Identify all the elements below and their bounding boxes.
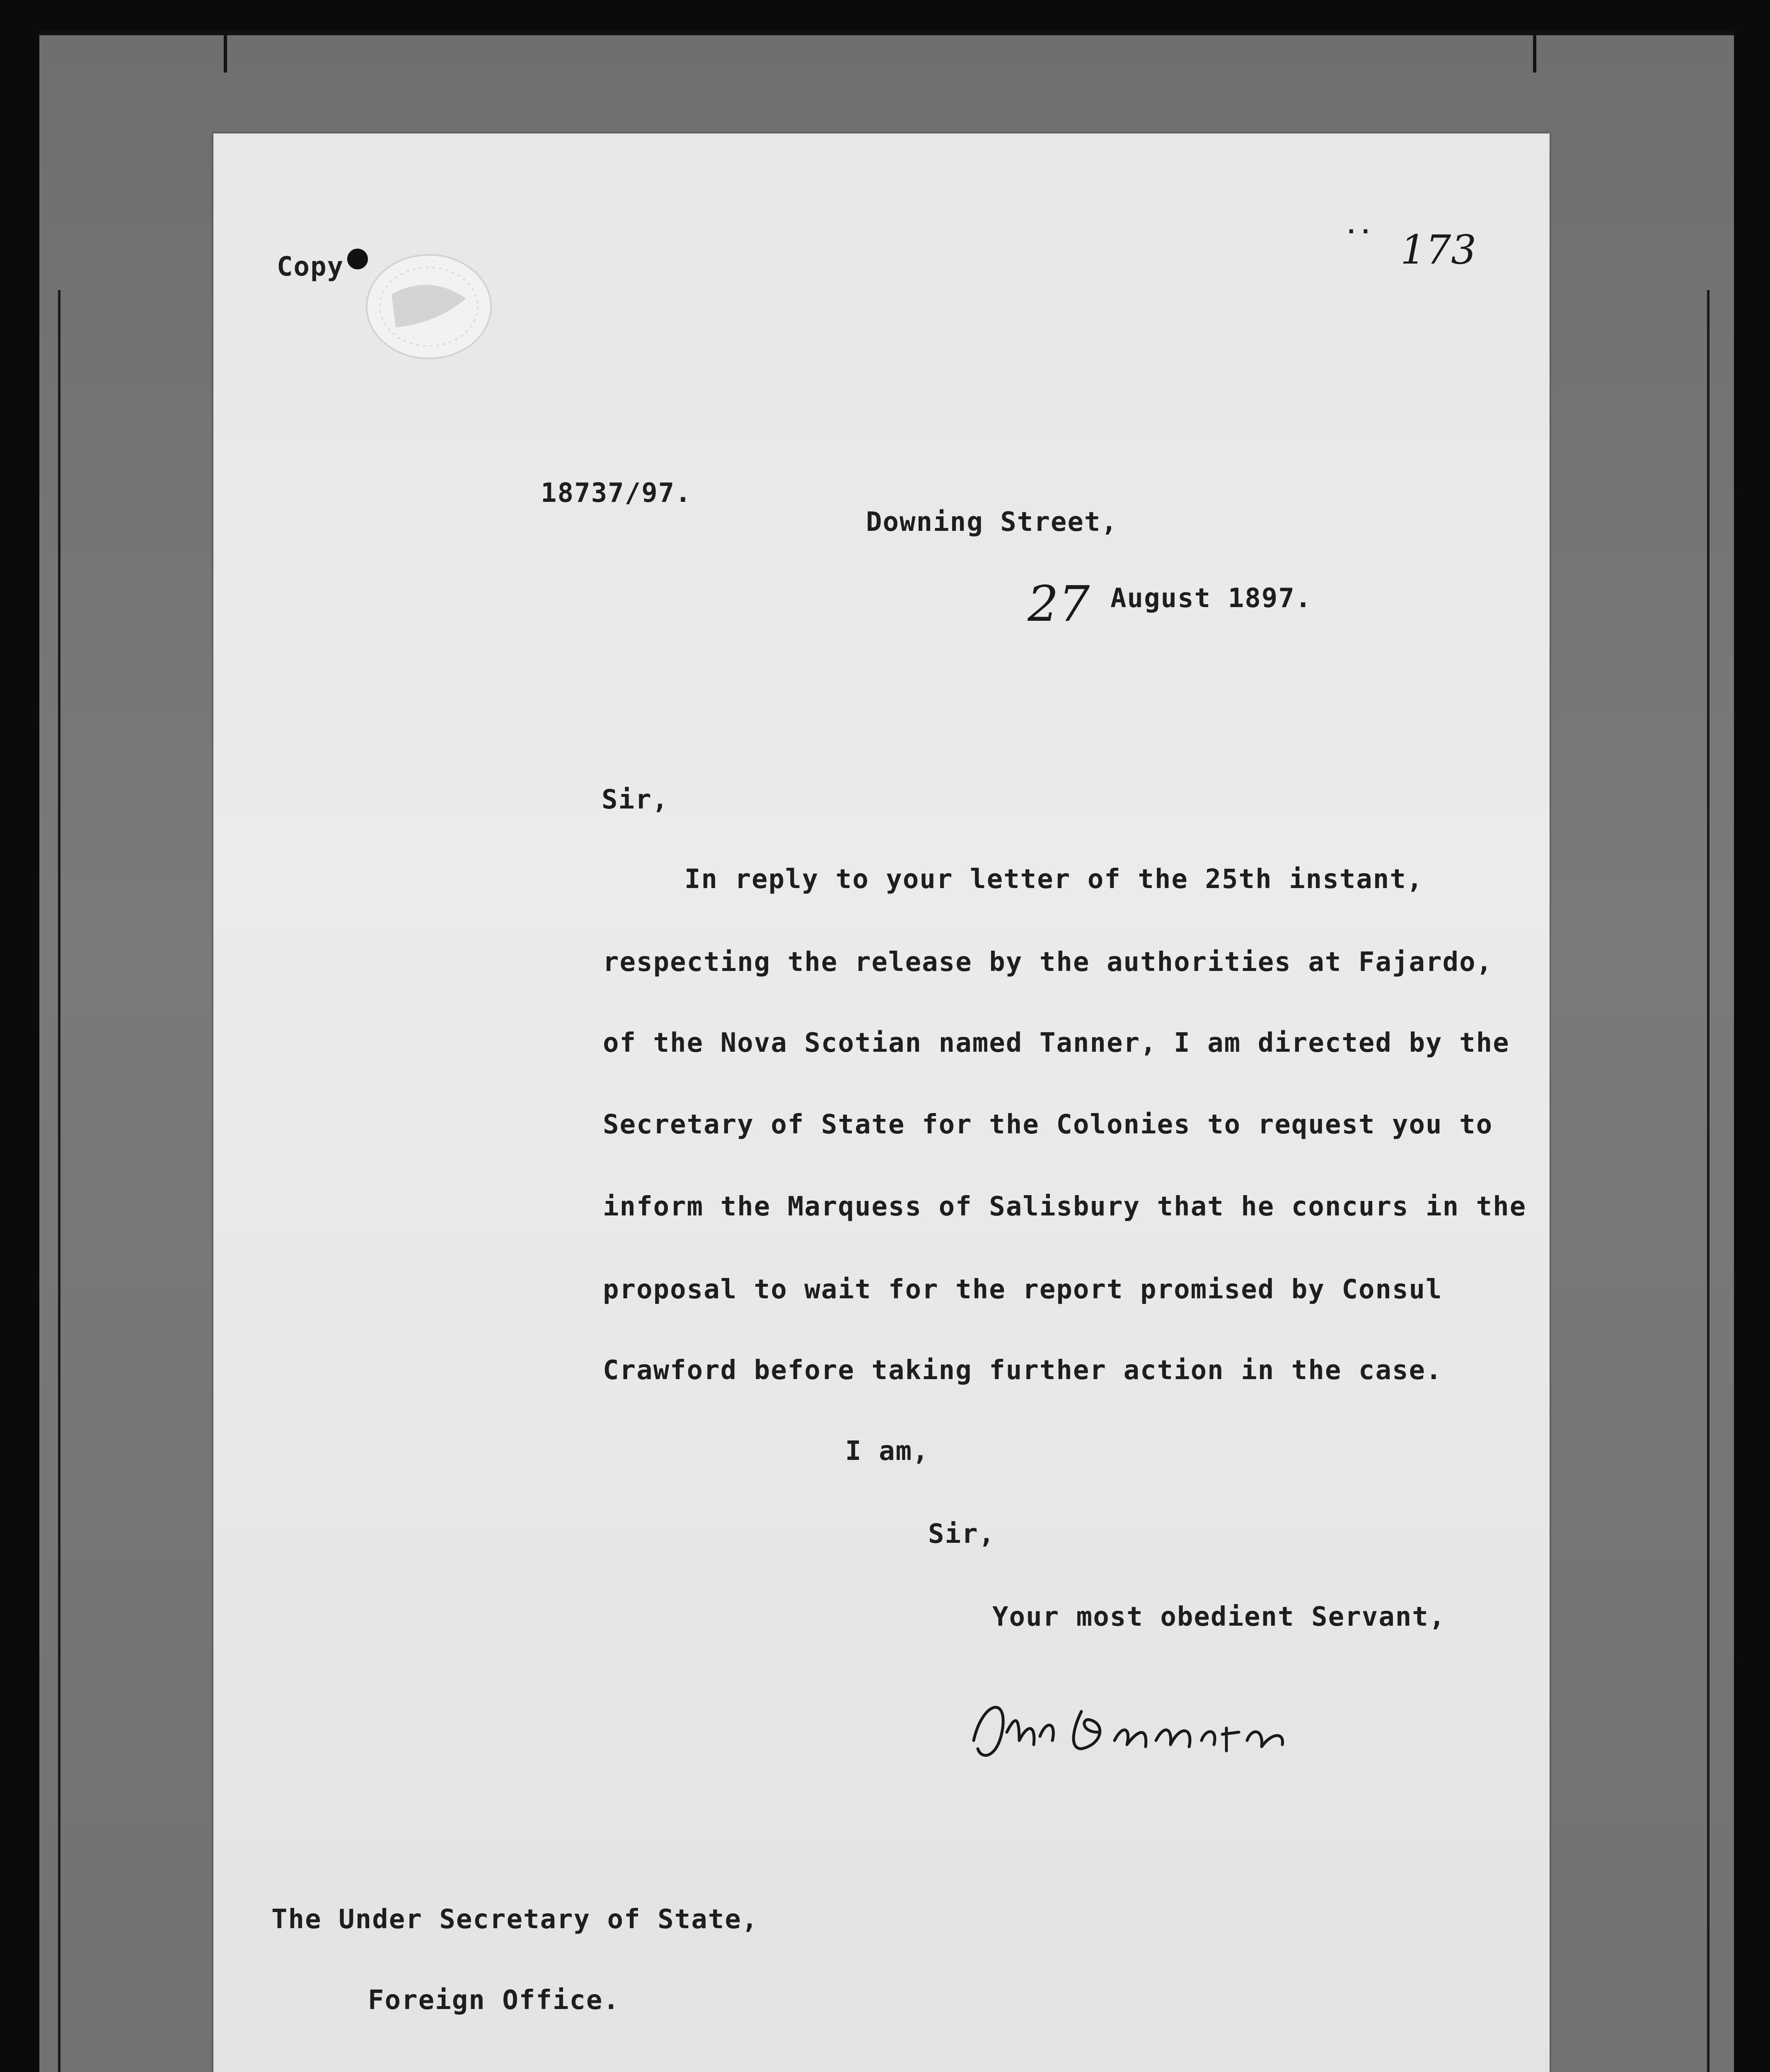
address-line: Downing Street,	[866, 507, 1118, 537]
mount-tick	[1533, 31, 1536, 73]
closing-sir: Sir,	[928, 1519, 996, 1549]
closing-servant: Your most obedient Servant,	[992, 1602, 1446, 1632]
body-line: In reply to your letter of the 25th instant,	[684, 864, 1424, 895]
copy-mark: Copy	[277, 252, 344, 282]
date-month-year: August 1897.	[1110, 583, 1312, 614]
body-line: Secretary of State for the Colonies to request you to	[603, 1109, 1493, 1140]
body-line: respecting the release by the authorities at Fajardo,	[603, 947, 1493, 978]
body-line: Crawford before taking further action in the case.	[603, 1355, 1443, 1386]
folio-number: 173	[1400, 227, 1477, 273]
addressee-line-2: Foreign Office.	[368, 1985, 620, 2016]
mount-shadow-line	[58, 290, 60, 2072]
folio-dots: ..	[1344, 213, 1373, 239]
signature-handwritten	[957, 1678, 1309, 1774]
body-line: of the Nova Scotian named Tanner, I am directed by the	[603, 1028, 1510, 1058]
embossed-seal-stamp	[358, 244, 499, 369]
body-line: proposal to wait for the report promised by Consul	[603, 1274, 1443, 1305]
mount-shadow-line	[1707, 290, 1710, 2072]
salutation: Sir,	[602, 784, 669, 815]
body-line: inform the Marquess of Salisbury that he concurs in the	[603, 1191, 1527, 1222]
reference-number: 18737/97.	[541, 478, 692, 508]
letter-page	[213, 133, 1550, 2072]
closing-i-am: I am,	[845, 1436, 929, 1467]
mount-tick	[224, 31, 227, 73]
addressee-line-1: The Under Secretary of State,	[271, 1904, 759, 1935]
date-day-handwritten: 27	[1028, 575, 1090, 632]
